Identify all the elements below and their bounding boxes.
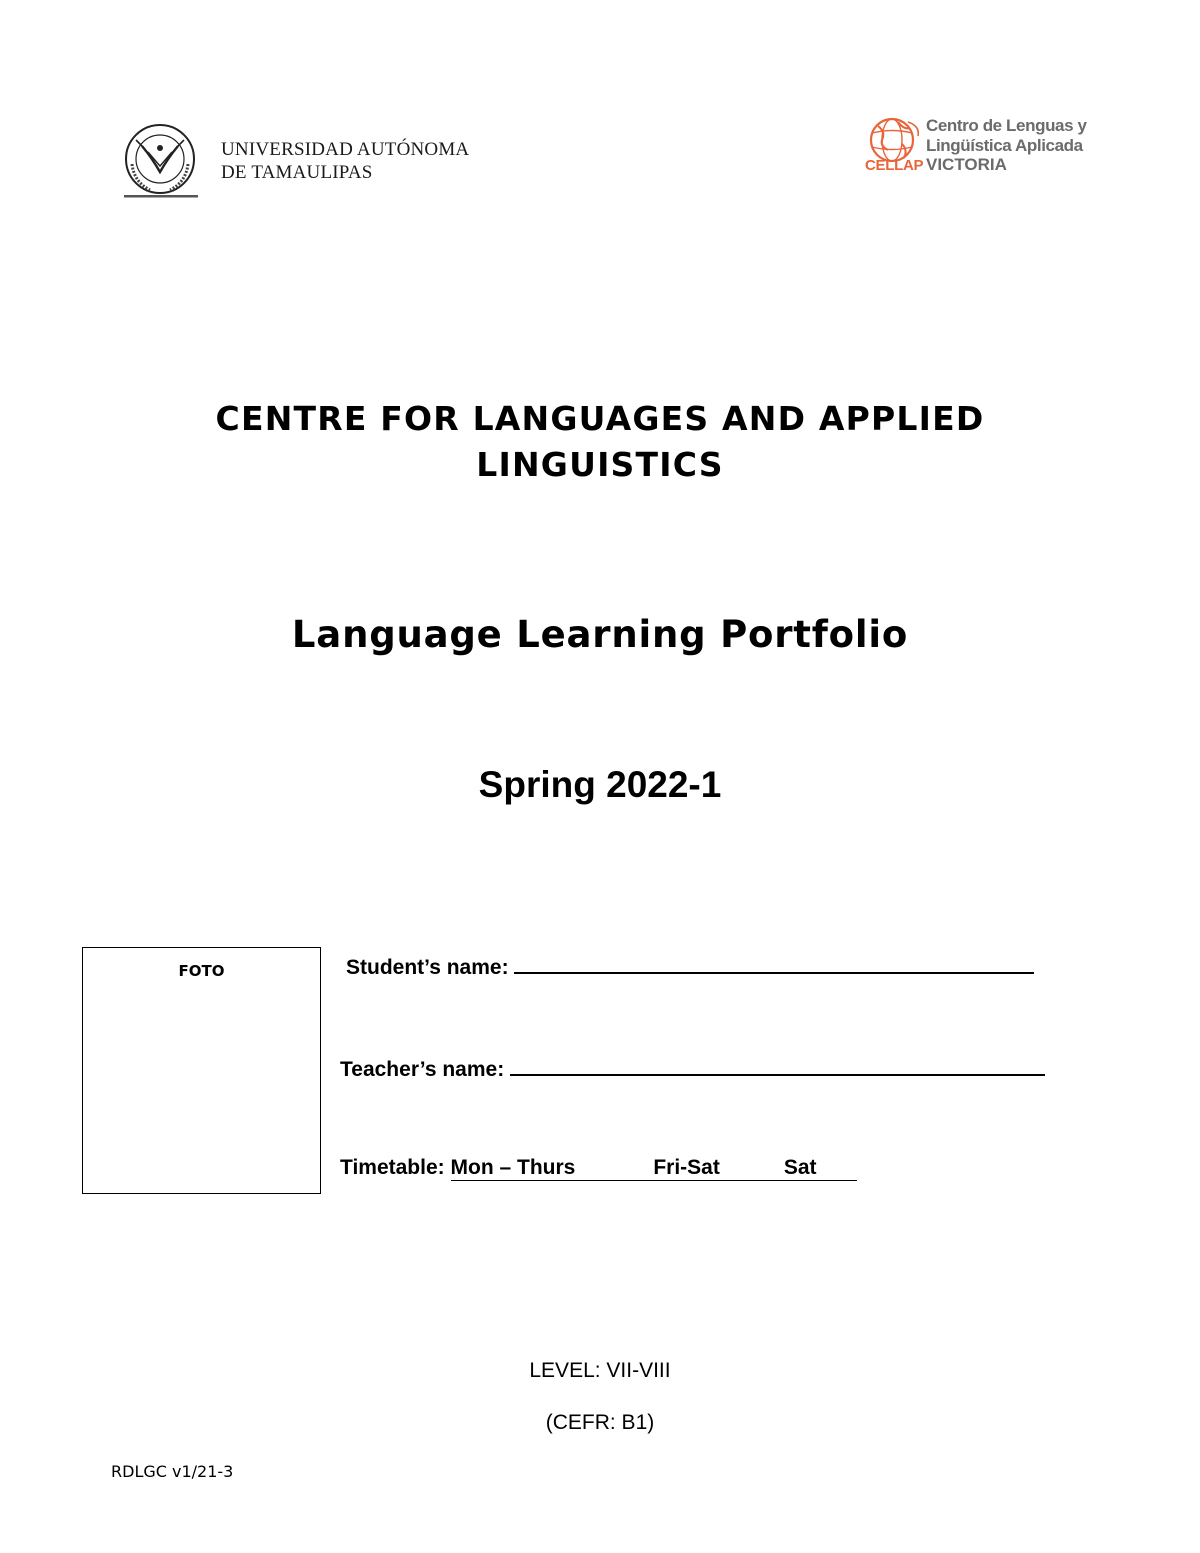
portfolio-title: Language Learning Portfolio [291,613,909,656]
teacher-name-blank[interactable] [510,1056,1045,1076]
level-text: LEVEL: VII-VIII [529,1359,671,1382]
student-name-label: Student’s name: [346,956,509,979]
photo-box [82,947,321,1194]
centre-name-line1: Centro de Lenguas y [926,116,1087,135]
university-name-line2: DE TAMAULIPAS [221,162,373,183]
term-title: Spring 2022-1 [478,764,722,805]
university-seal-icon [122,122,200,200]
student-name-blank[interactable] [514,954,1034,974]
university-name [221,138,469,184]
cefr-text: (CEFR: B1) [545,1411,655,1434]
timetable-option-mon-thurs[interactable]: Mon – Thurs [450,1156,576,1179]
centre-title-line2: LINGUISTICS [476,445,724,484]
university-name-line1: UNIVERSIDAD AUTÓNOMA [221,139,470,160]
timetable-option-fri-sat[interactable]: Fri-Sat [653,1156,720,1179]
photo-label: FOTO [178,962,225,980]
timetable-label: Timetable: [340,1156,445,1179]
centre-name-line2: Lingüística Aplicada [926,136,1083,155]
teacher-name-field [340,1056,1045,1082]
teacher-name-label: Teacher’s name: [340,1058,505,1081]
document-code: RDLGC v1/21-3 [111,1462,234,1481]
student-name-field [346,954,1034,980]
centre-acronym: CELLAP [865,157,924,174]
centre-city: VICTORIA [926,155,1007,174]
timetable-option-sat[interactable]: Sat [783,1156,817,1179]
timetable-field [340,1156,857,1181]
centre-title [150,396,1050,488]
timetable-options [451,1156,857,1181]
centre-title-line1: CENTRE FOR LANGUAGES AND APPLIED [215,399,985,438]
